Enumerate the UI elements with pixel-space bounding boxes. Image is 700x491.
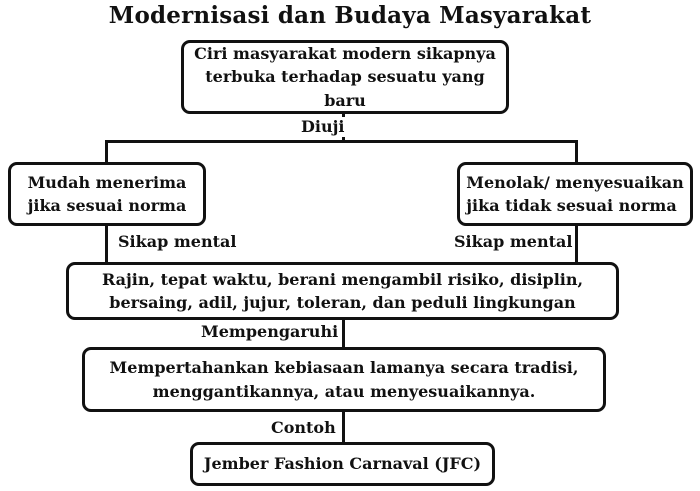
node-text-line: Mempertahankan kebiasaan lamanya secara tradisi, [109,358,579,378]
edge-label-influences: Mempengaruhi [198,322,341,342]
node-text-line: bersaing, adil, jujur, toleran, dan peduli lingkungan [109,293,576,312]
connector-left-to-attitudes [105,225,108,263]
node-modern-society-traits [181,40,509,114]
node-example-jfc [190,442,495,486]
diagram-title: Modernisasi dan Budaya Masyarakat [108,2,592,29]
connector-right-to-attitudes [575,225,578,263]
edge-label-tested: Diuji [298,117,347,137]
edge-label-example: Contoh [268,418,339,438]
node-text-line: Jember Fashion Carnaval (JFC) [203,454,482,474]
connector-branch-right [575,140,578,163]
node-text-line: Mudah menerima [27,172,187,192]
node-reject-adjust [457,162,693,226]
node-text-line: Menolak/ menyesuaikan [466,172,684,192]
connector-branch-horizontal [105,140,578,143]
edge-label-mental-left: Sikap mental [112,232,239,252]
node-text-line: jika sesuai norma [27,196,187,215]
connector-tradition-to-example [342,411,345,443]
node-text-line: menggantikannya, atau menyesuaikannya. [152,381,536,401]
node-easy-accept [8,162,206,226]
node-text-line: Rajin, tepat waktu, berani mengambil risiko, disiplin, [101,269,584,289]
node-text-line: Ciri masyarakat modern sikapnya [194,44,496,64]
node-text-line: terbuka terhadap sesuatu yang baru [205,67,485,110]
connector-branch-left [105,140,108,163]
node-maintain-tradition [82,347,606,412]
edge-label-mental-right: Sikap mental [451,232,575,252]
node-text-line: jika tidak sesuai norma [466,196,677,215]
node-mental-attitudes [66,262,619,320]
connector-attitudes-to-tradition [342,318,345,348]
